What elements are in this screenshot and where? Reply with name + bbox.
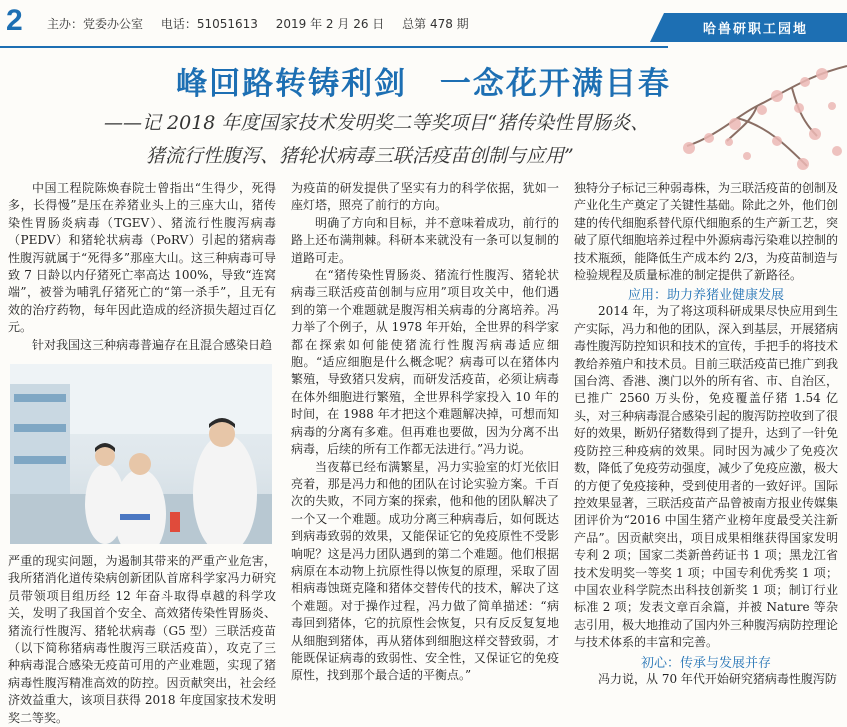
- subtitle-line-2: 猪流行性腹泻、猪轮状病毒三联活疫苗创制与应用”: [146, 145, 574, 167]
- phone: 电话：51051613: [160, 17, 258, 31]
- paragraph: 为疫苗的研发提供了坚实有力的科学依据，犹如一座灯塔，照亮了前行的方向。: [291, 181, 559, 213]
- paragraph: 严重的现实问题，为遏制其带来的严重产业危害，我所猪消化道传染病创新团队首席科学家冯力研究员带领项目组历经 12 年奋斗取得卓越的科学攻关，发明了我国首个安全、高效猪传染性胃肠炎、猪流行性腹泻、猪轮状病毒（G5 型）三联活疫苗（以下简称猪病毒性腹泻三联活疫苗），攻克了三种病毒混合感染无疫苗可用的产业难题，实现了猪病毒性腹泻精准高效的防控。因贡献突出，社会经济效益重大，该项目获得 2018 年度国家技术发明奖二等奖。: [8, 554, 276, 725]
- paragraph: 2014 年，为了将这项科研成果尽快应用到生产实际，冯力和他的团队，深入到基层，开展猪病毒性腹泻防控知识和技术的宣传，手把手的将技术教给养殖户和技术员。目前三联活疫苗已推广到我国台湾、香港、澳门以外的所有省、市、自治区，已推广 2560 万头份，免疫覆盖仔猪 1.54 亿头，对三种病毒混合感染引起的腹泻防控收到了很好的效果，断奶仔猪数得到了提升，达到了一针免疫防控三种疫病的效果。同时因为减少了免疫次数，降低了免疫劳动强度，减少了免疫应激，极大的方便了免疫接种，受到使用者的一致好评。国际控效果显著，三联活疫苗产品曾被南方报业传媒集团评价为“2016 中国生猪产业榜年度最受关注新产品”。因贡献突出，项目成果相继获得国家发明专利 2 项；国家二类新兽药证书 1 项；黑龙江省技术发明奖一等奖 1 项；中国专利优秀奖 1 项；中国农业科学院杰出科技创新奖 1 项；制订行业标准 2 项；发表文章百余篇，并被 Nature 等杂志引用，极大地推动了国内外三种腹泻病防控理论与技术体系的丰富和完善。: [574, 304, 839, 650]
- sponsor: 主办：党委办公室: [47, 17, 144, 31]
- section-banner: 哈兽研职工园地: [664, 13, 847, 42]
- paragraph: 在“猪传染性胃肠炎、猪流行性腹泻、猪轮状病毒三联活疫苗创制与应用”项目攻关中，他们遇到的第一个难题就是腹泻相关病毒的分离培养。冯力举了个例子，从 1978 年开始，全世界的科学家都在探索如何能使猪流行性腹泻病毒适应细胞。“适应细胞是什么概念呢？病毒可以在猪体内繁殖，导致猪只发病，而研发活疫苗，必须让病毒在体外细胞进行繁殖，全世界科学家投入 10 年的时间，在 1988 年才把这个难题解决掉，可想而知病毒的分离有多难。但再难也要做，因为分离不出病毒，后续的所有工作都无法进行。”冯力说。: [291, 268, 559, 457]
- date: 2019 年 2 月 26 日: [275, 17, 385, 31]
- lab-photo: [10, 364, 272, 544]
- header-rule: [0, 46, 668, 48]
- subtitle-line-1: ——记 2018 年度国家技术发明奖二等奖项目“猪传染性胃肠炎、: [104, 112, 650, 134]
- paragraph: 中国工程院陈焕春院士曾指出“生得少，死得多，长得慢”是压在养猪业头上的三座大山，猪传染性胃肠炎病毒（TGEV）、猪流行性腹泻病毒（PEDV）和猪轮状病毒（PoRV）引起的猪病毒性腹泻就属于“死得多”那座大山。这三种病毒可导致 7 日龄以内仔猪死亡率高达 100%，导致“连窝端”，被誉为哺乳仔猪死亡的“第一杀手”，且无有效的治疗药物，每年因此造成的经济损失超过百亿元。: [8, 181, 276, 335]
- column-1: [8, 180, 276, 354]
- column-2: [291, 180, 559, 685]
- paragraph: 独特分子标记三种弱毒株，为三联活疫苗的创制及产业化生产奠定了关键性基础。除此之外，他们创建的传代细胞系替代原代细胞系的生产新工艺，突破了原代细胞培养过程中外源病毒污染难以控制的技术瓶颈，能降低生产成本约 2/3，为疫苗制造与检验规程及质量标准的制定提供了新路径。: [574, 181, 839, 283]
- title-part-1: 峰回路转铸利剑: [176, 66, 408, 102]
- article-title: [0, 58, 847, 103]
- paragraph: 针对我国这三种病毒普遍存在且混合感染日趋: [32, 337, 273, 352]
- title-part-2: 一念花开满目春: [439, 66, 671, 102]
- page-number: 2: [6, 4, 23, 37]
- paragraph: 当夜幕已经布满繁星，冯力实验室的灯光依旧亮着，那是冯力和他的团队在讨论实验方案。千百次的失败，不同方案的探索，他和他的团队解决了一个又一个难题。成功分离三种病毒后，如何既达到病毒致弱的效果，又能保证它的免疫原性不受影响呢？这是冯力团队遇到的第二个难题。他们根据病原在本动物上抗原性得以恢复的原理，采取了固相病毒蚀斑克隆和猪体交替传代的技术，解决了这个难题。对于操作过程，冯力做了简单描述：“病毒回到猪体，它的抗原性会恢复，只有反反复复地从细胞到猪体，再从猪体到细胞这样交替致弱，才能既保证病毒的致弱性、安全性，又保证它的免疫原性，找到那个最合适的平衡点。”: [291, 459, 559, 683]
- page-header: [0, 0, 847, 50]
- column-1-lower: [8, 553, 276, 727]
- column-3: [574, 180, 838, 688]
- section-heading-application: 应用：助力养猪业健康发展: [627, 288, 784, 304]
- paragraph: 冯力说，从 70 年代开始研究猪病毒性腹泻防: [598, 671, 837, 686]
- section-heading-origin: 初心：传承与发展并存: [640, 655, 771, 671]
- issue-number: 总第 478 期: [402, 17, 469, 31]
- paragraph: 明确了方向和目标，并不意味着成功，前行的路上还布满荆棘。科研本来就没有一条可以复制的道路可走。: [291, 215, 559, 265]
- masthead-info: [47, 15, 483, 32]
